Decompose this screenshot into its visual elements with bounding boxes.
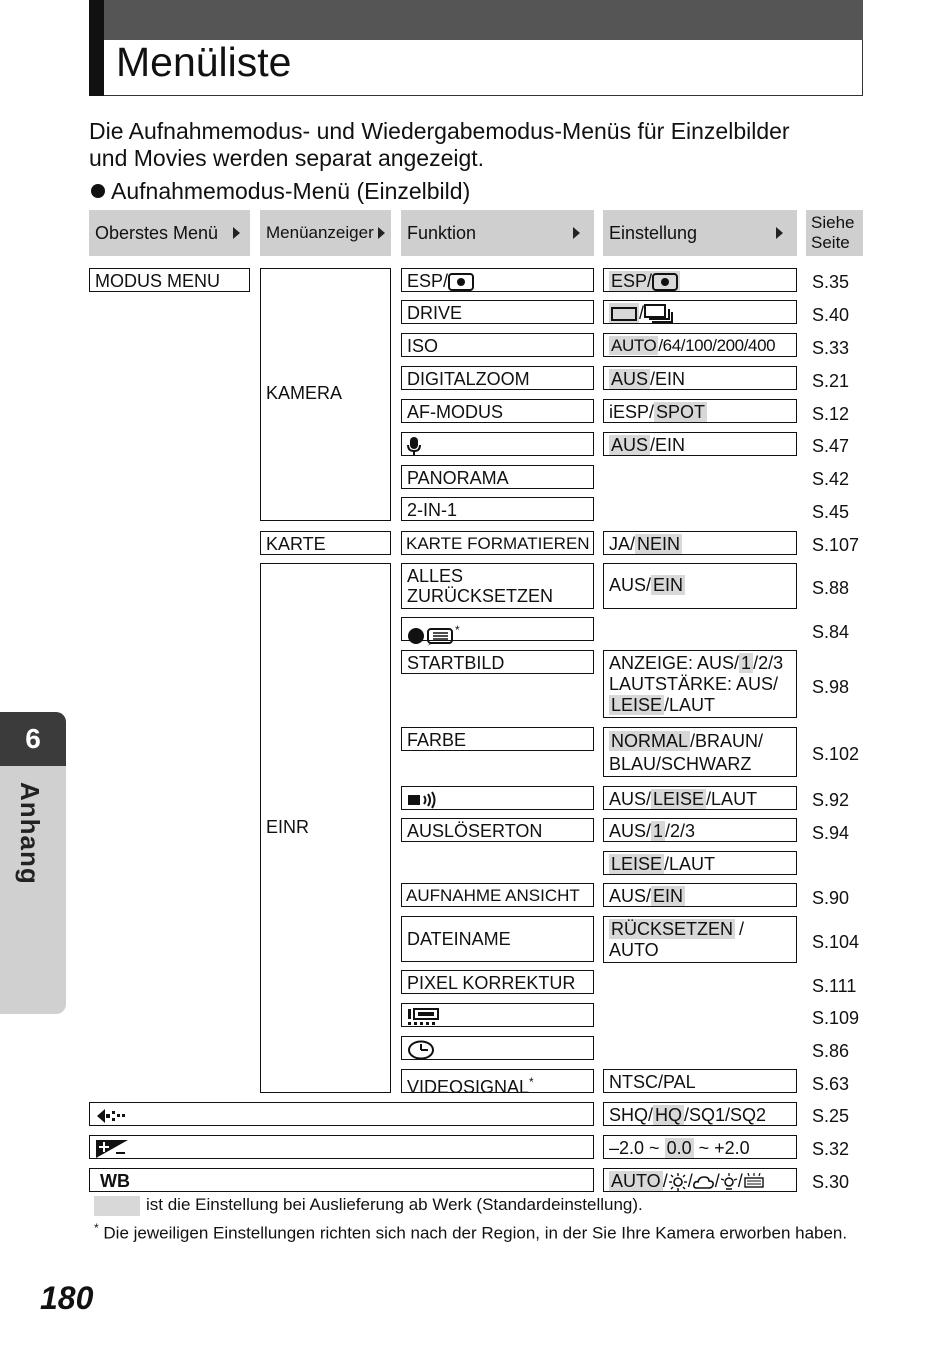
setting-farbe-rest: /BRAUN/: [690, 731, 764, 751]
func-monitor: [401, 1003, 594, 1027]
triangle-right-icon: [573, 227, 580, 239]
incandescent-icon: [720, 1173, 738, 1191]
page-number: 180: [40, 1280, 94, 1316]
func-quality: [89, 1102, 594, 1126]
header-label: Menüanzeiger: [266, 223, 374, 242]
func-digitalzoom: DIGITALZOOM: [401, 366, 594, 390]
setting-rec-aus: AUS/: [609, 886, 652, 906]
header-label: Einstellung: [609, 222, 698, 243]
sunny-icon: [668, 1173, 688, 1191]
setting-beep-rest: /LAUT: [706, 789, 758, 809]
setting-datei-default: RÜCKSETZEN: [611, 919, 734, 939]
clock-icon: [407, 1040, 435, 1060]
setting-videosignal: NTSC/PAL: [603, 1069, 797, 1093]
header-label: Funktion: [407, 222, 477, 243]
triangle-right-icon: [233, 227, 240, 239]
func-ausloeserton: AUSLÖSERTON: [401, 818, 594, 842]
page-ref-farbe: S.102: [812, 744, 860, 764]
func-panorama: PANORAMA: [401, 465, 594, 489]
setting-karte-default: NEIN: [637, 534, 681, 554]
page-ref-2in1: S.45: [812, 502, 850, 522]
default-setting-swatch: [94, 1196, 140, 1216]
setting-aufnahme: [603, 883, 797, 907]
page-ref-panorama: S.42: [812, 469, 850, 489]
triangle-right-icon: [776, 227, 783, 239]
spot-metering-icon: [448, 273, 474, 291]
page-ref-ausloeserton: S.94: [812, 823, 850, 843]
footnote-region: [94, 1218, 847, 1244]
func-pixel-korrektur: PIXEL KORREKTUR: [401, 970, 594, 994]
page-ref-alles: S.88: [812, 578, 850, 598]
spot-metering-icon: [652, 273, 678, 291]
setting-esp-default: [609, 271, 680, 291]
setting-af-default: SPOT: [656, 402, 706, 422]
setting-wb-slash: /: [662, 1171, 668, 1191]
setting-iso: [603, 333, 797, 357]
func-wb: WB: [89, 1168, 594, 1192]
page-ref-dateiname: S.104: [812, 932, 860, 952]
func-esp: [401, 268, 594, 292]
footnote-region-text: Die jeweiligen Einstellungen richten sich nach der Region, in der Sie Ihre Kamera erworben haben.: [103, 1223, 848, 1243]
setting-drive-default: [609, 303, 639, 323]
setting-drive: /: [603, 300, 797, 324]
page-ref-pixel: S.111: [812, 976, 857, 996]
header-label: Oberstes Menü: [95, 222, 219, 243]
cloudy-icon: [693, 1174, 715, 1190]
setting-dz-rest: /EIN: [650, 369, 686, 389]
setting-ev-default: 0.0: [666, 1138, 692, 1158]
setting-start-line3: [609, 695, 791, 716]
setting-start-line1: [609, 653, 791, 674]
chapter-number: 6: [0, 712, 66, 766]
page-ref-clock: S.86: [812, 1041, 850, 1061]
setting-q-rest: /SQ1/SQ2: [684, 1105, 767, 1125]
func-mic: [401, 432, 594, 456]
setting-digitalzoom: [603, 366, 797, 390]
page-ref-drive: S.40: [812, 305, 850, 325]
func-videosignal-label: VIDEOSIGNAL: [407, 1077, 530, 1097]
setting-ton-aus: AUS/: [609, 821, 652, 841]
page-ref-dz: S.21: [812, 371, 850, 391]
setting-ausloeserton-volume: [603, 851, 797, 875]
page-ref-mic: S.47: [812, 436, 850, 456]
page-ref-exposure: S.32: [812, 1139, 850, 1159]
triangle-right-icon: [378, 227, 385, 239]
func-clock: [401, 1036, 594, 1060]
setting-wb-default: AUTO: [611, 1171, 661, 1191]
func-drive: DRIVE: [401, 300, 594, 324]
setting-karte: [603, 531, 797, 555]
header-function: [401, 210, 594, 256]
setting-karte-ja: JA/: [609, 534, 636, 554]
intro-line-1: Die Aufnahmemodus- und Wiedergabemodus-Menüs für Einzelbilder: [89, 118, 790, 144]
setting-farbe-line2: BLAU/SCHWARZ: [609, 754, 752, 774]
setting-start-vol-default: LEISE: [611, 695, 663, 715]
page-title: Menüliste: [116, 39, 292, 85]
setting-start-anzeige-default: 1: [741, 653, 752, 673]
func-language: [401, 617, 594, 641]
setting-dz-default: AUS: [611, 369, 649, 389]
setting-afmodus: [603, 399, 797, 423]
setting-farbe-line1: [609, 730, 791, 753]
chapter-label: Anhang: [15, 782, 45, 885]
page-ref-esp: S.35: [812, 272, 850, 292]
exposure-compensation-icon: [95, 1139, 129, 1159]
setting-ton-default: 1: [653, 821, 664, 841]
setting-esp: [603, 268, 797, 292]
tab-karte: KARTE: [260, 531, 391, 555]
setting-start-anzeige-rest: /2/3: [753, 653, 784, 673]
bullet-heading: [91, 178, 470, 205]
fluorescent-icon: [743, 1173, 765, 1191]
setting-ev-post: ~ +2.0: [698, 1138, 750, 1158]
setting-start-vol-rest: /LAUT: [664, 695, 716, 715]
setting-startbild: [603, 650, 797, 718]
setting-dateiname: [603, 916, 797, 963]
footnote-star: *: [94, 1221, 99, 1235]
func-esp-label: ESP/: [407, 271, 449, 291]
func-exposure: [89, 1135, 594, 1159]
setting-ev-pre: –2.0 ~: [609, 1138, 660, 1158]
page-ref-language: S.84: [812, 622, 850, 642]
bullet-dot-icon: [91, 184, 105, 198]
setting-quality: [603, 1102, 797, 1126]
page-ref-karte: S.107: [812, 535, 860, 555]
func-karte-formatieren: KARTE FORMATIEREN: [401, 531, 594, 555]
setting-start-anzeige: ANZEIGE: AUS/: [609, 653, 740, 673]
setting-iso-rest: /64/100/200/400: [658, 336, 776, 355]
page-ref-iso: S.33: [812, 338, 850, 358]
func-afmodus: AF-MODUS: [401, 399, 594, 423]
func-alles-zuruecksetzen: [401, 563, 594, 609]
bullet-text: Aufnahmemodus-Menü (Einzelbild): [111, 178, 471, 204]
setting-q-shq: SHQ/: [609, 1105, 654, 1125]
func-startbild: STARTBILD: [401, 650, 594, 674]
setting-exposure: [603, 1135, 797, 1159]
func-alles-line1: ALLES: [407, 566, 464, 586]
tab-kamera: KAMERA: [266, 383, 343, 403]
setting-q-default: HQ: [655, 1105, 683, 1125]
image-quality-icon: [95, 1107, 129, 1125]
setting-farbe-default: NORMAL: [611, 731, 689, 751]
microphone-icon: [407, 436, 421, 456]
setting-mic: [603, 432, 797, 456]
func-beep: [401, 786, 594, 810]
setting-ton-rest: /2/3: [665, 821, 696, 841]
sequential-shooting-icon: [644, 304, 674, 324]
setting-alles-default: EIN: [653, 575, 684, 595]
func-language-footnote: *: [455, 623, 460, 637]
setting-af-iesp: iESP/: [609, 402, 655, 422]
speaker-beep-icon: [407, 790, 437, 810]
page-ref-wb: S.30: [812, 1172, 850, 1192]
header-label: Seite: [811, 233, 850, 252]
func-iso: ISO: [401, 333, 594, 357]
setting-rec-default: EIN: [653, 886, 684, 906]
setting-start-line2: LAUTSTÄRKE: AUS/: [609, 674, 779, 694]
setting-beep-aus: AUS/: [609, 789, 652, 809]
setting-esp-label: ESP/: [611, 271, 653, 291]
setting-ausloeserton: [603, 818, 797, 842]
setting-alles: [603, 563, 797, 609]
setting-beep: [603, 786, 797, 810]
header-setting: [603, 210, 797, 256]
page-ref-quality: S.25: [812, 1106, 850, 1126]
page-ref-beep: S.92: [812, 790, 850, 810]
func-videosignal: [401, 1069, 594, 1097]
setting-wb: AUTO / / / /: [603, 1168, 797, 1192]
top-menu-modus: MODUS MENU: [89, 268, 250, 292]
page-ref-startbild: S.98: [812, 677, 850, 697]
single-shot-icon: [611, 306, 637, 322]
setting-ton2-default: LEISE: [611, 854, 663, 874]
setting-iso-default: AUTO: [611, 336, 657, 355]
header-label: Siehe: [811, 213, 855, 232]
monitor-brightness-icon: [407, 1007, 441, 1027]
setting-datei-line2: AUTO: [609, 940, 659, 960]
page-ref-af: S.12: [812, 404, 850, 424]
func-alles-line2: ZURÜCKSETZEN: [407, 586, 554, 606]
setting-farbe: [603, 727, 797, 777]
title-bar-top: [89, 0, 863, 40]
func-aufnahme-ansicht: AUFNAHME ANSICHT: [401, 883, 594, 907]
func-farbe: FARBE: [401, 727, 594, 751]
page-ref-aufnahme: S.90: [812, 888, 850, 908]
setting-ton2-rest: /LAUT: [664, 854, 716, 874]
setting-datei-slash: /: [739, 919, 745, 939]
header-top-menu: [89, 210, 250, 256]
header-page-ref: [806, 210, 863, 256]
setting-beep-default: LEISE: [653, 789, 705, 809]
intro-line-2: und Movies werden separat angezeigt.: [89, 145, 485, 171]
header-menu-indicator: [260, 210, 391, 256]
setting-mic-rest: /EIN: [650, 435, 686, 455]
page-ref-monitor: S.109: [812, 1008, 860, 1028]
tab-einr: EINR: [266, 817, 310, 837]
page-ref-video: S.63: [812, 1074, 850, 1094]
func-dateiname: DATEINAME: [401, 916, 594, 962]
setting-datei-line1: [609, 919, 791, 940]
title-bar-accent: [89, 0, 104, 96]
setting-mic-default: AUS: [611, 435, 649, 455]
func-2in1: 2-IN-1: [401, 497, 594, 521]
language-icon: [407, 626, 455, 646]
setting-alles-aus: AUS/: [609, 575, 652, 595]
footnote-default: ist die Einstellung bei Auslieferung ab Werk (Standardeinstellung).: [146, 1195, 643, 1214]
func-videosignal-footnote: *: [529, 1075, 534, 1089]
